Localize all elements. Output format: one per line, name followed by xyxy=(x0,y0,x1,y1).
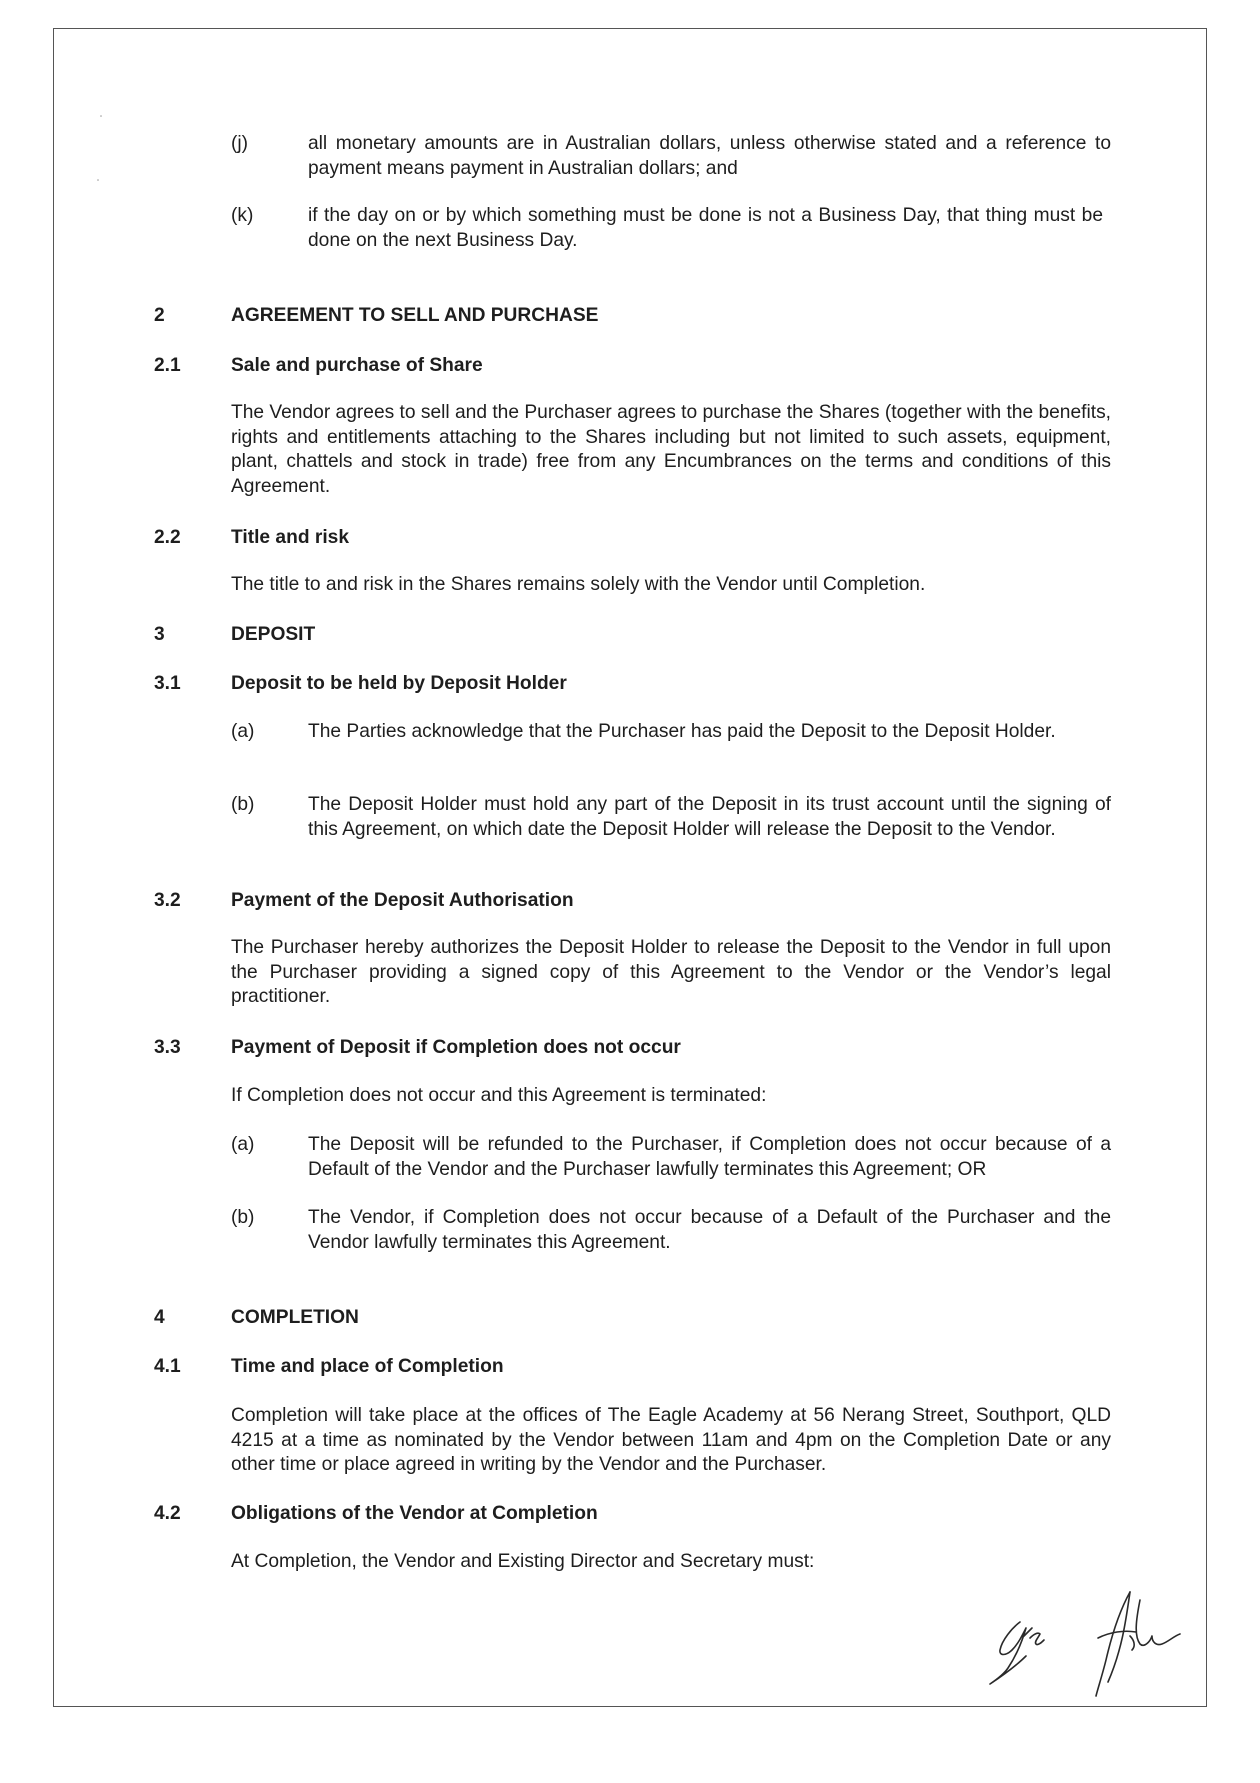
list-marker-3-1-b: (b) xyxy=(231,794,255,815)
clause-3-3-number: 3.3 xyxy=(154,1037,181,1058)
section-2-number: 2 xyxy=(154,305,165,326)
clause-3-2-number: 3.2 xyxy=(154,890,181,911)
clause-3-1-number: 3.1 xyxy=(154,673,181,694)
clause-2-1-number: 2.1 xyxy=(154,355,181,376)
clause-4-1-body: Completion will take place at the offices of The Eagle Academy at 56 Nerang Street, Southport, QLD 4215 at a time as nominated by the Vendor between 11am and 4pm on the Completion Date or any other time or place agreed in writing by the Vendor and the Purchaser. xyxy=(231,1405,1111,1475)
list-marker-3-1-a: (a) xyxy=(231,721,255,742)
list-item-k: if the day on or by which something must be done is not a Business Day, that thing must be done on the next Business Day. xyxy=(308,205,1103,251)
clause-3-1-title: Deposit to be held by Deposit Holder xyxy=(231,673,567,694)
list-item-3-1-b: The Deposit Holder must hold any part of the Deposit in its trust account until the signing of this Agreement, on which date the Deposit Holder will release the Deposit to the Vendor. xyxy=(308,794,1111,840)
list-item-j: all monetary amounts are in Australian dollars, unless otherwise stated and a reference to payment means payment in Australian dollars; and xyxy=(308,133,1111,179)
list-marker-3-3-a: (a) xyxy=(231,1134,255,1155)
list-item-3-1-a: The Parties acknowledge that the Purchaser has paid the Deposit to the Deposit Holder. xyxy=(308,721,1056,742)
clause-3-2-title: Payment of the Deposit Authorisation xyxy=(231,890,574,911)
section-3-title: DEPOSIT xyxy=(231,624,316,645)
clause-2-1-body: The Vendor agrees to sell and the Purchaser agrees to purchase the Shares (together with the benefits, rights and entitlements attaching to the Shares including but not limited to such assets, equipment, plant, chattels and stock in trade) free from any Encumbrances on the terms and conditions of this Agreement. xyxy=(231,402,1111,497)
clause-4-2-title: Obligations of the Vendor at Completion xyxy=(231,1503,598,1524)
section-2-title: AGREEMENT TO SELL AND PURCHASE xyxy=(231,305,599,326)
clause-3-3-title: Payment of Deposit if Completion does not occur xyxy=(231,1037,681,1058)
section-3-number: 3 xyxy=(154,624,165,645)
clause-4-2-number: 4.2 xyxy=(154,1503,181,1524)
signature-initials xyxy=(980,1580,1190,1700)
section-4-number: 4 xyxy=(154,1307,165,1328)
list-marker-k: (k) xyxy=(231,205,254,226)
clause-4-2-body: At Completion, the Vendor and Existing Director and Secretary must: xyxy=(231,1551,815,1572)
list-marker-j: (j) xyxy=(231,133,249,154)
clause-2-2-title: Title and risk xyxy=(231,527,350,548)
list-item-3-3-b: The Vendor, if Completion does not occur because of a Default of the Purchaser and the Vendor lawfully terminates this Agreement. xyxy=(308,1207,1111,1253)
clause-2-1-title: Sale and purchase of Share xyxy=(231,355,483,376)
section-4-title: COMPLETION xyxy=(231,1307,359,1328)
clause-4-1-number: 4.1 xyxy=(154,1356,181,1377)
clause-2-2-body: The title to and risk in the Shares remains solely with the Vendor until Completion. xyxy=(231,574,926,595)
clause-3-2-body: The Purchaser hereby authorizes the Deposit Holder to release the Deposit to the Vendor in full upon the Purchaser providing a signed copy of this Agreement to the Vendor or the Vendor’s legal practitioner. xyxy=(231,937,1111,1007)
clause-4-1-title: Time and place of Completion xyxy=(231,1356,504,1377)
clause-3-3-intro: If Completion does not occur and this Agreement is terminated: xyxy=(231,1085,767,1106)
clause-2-2-number: 2.2 xyxy=(154,527,181,548)
list-marker-3-3-b: (b) xyxy=(231,1207,255,1228)
list-item-3-3-a: The Deposit will be refunded to the Purchaser, if Completion does not occur because of a Default of the Vendor and the Purchaser lawfully terminates this Agreement; OR xyxy=(308,1134,1111,1180)
